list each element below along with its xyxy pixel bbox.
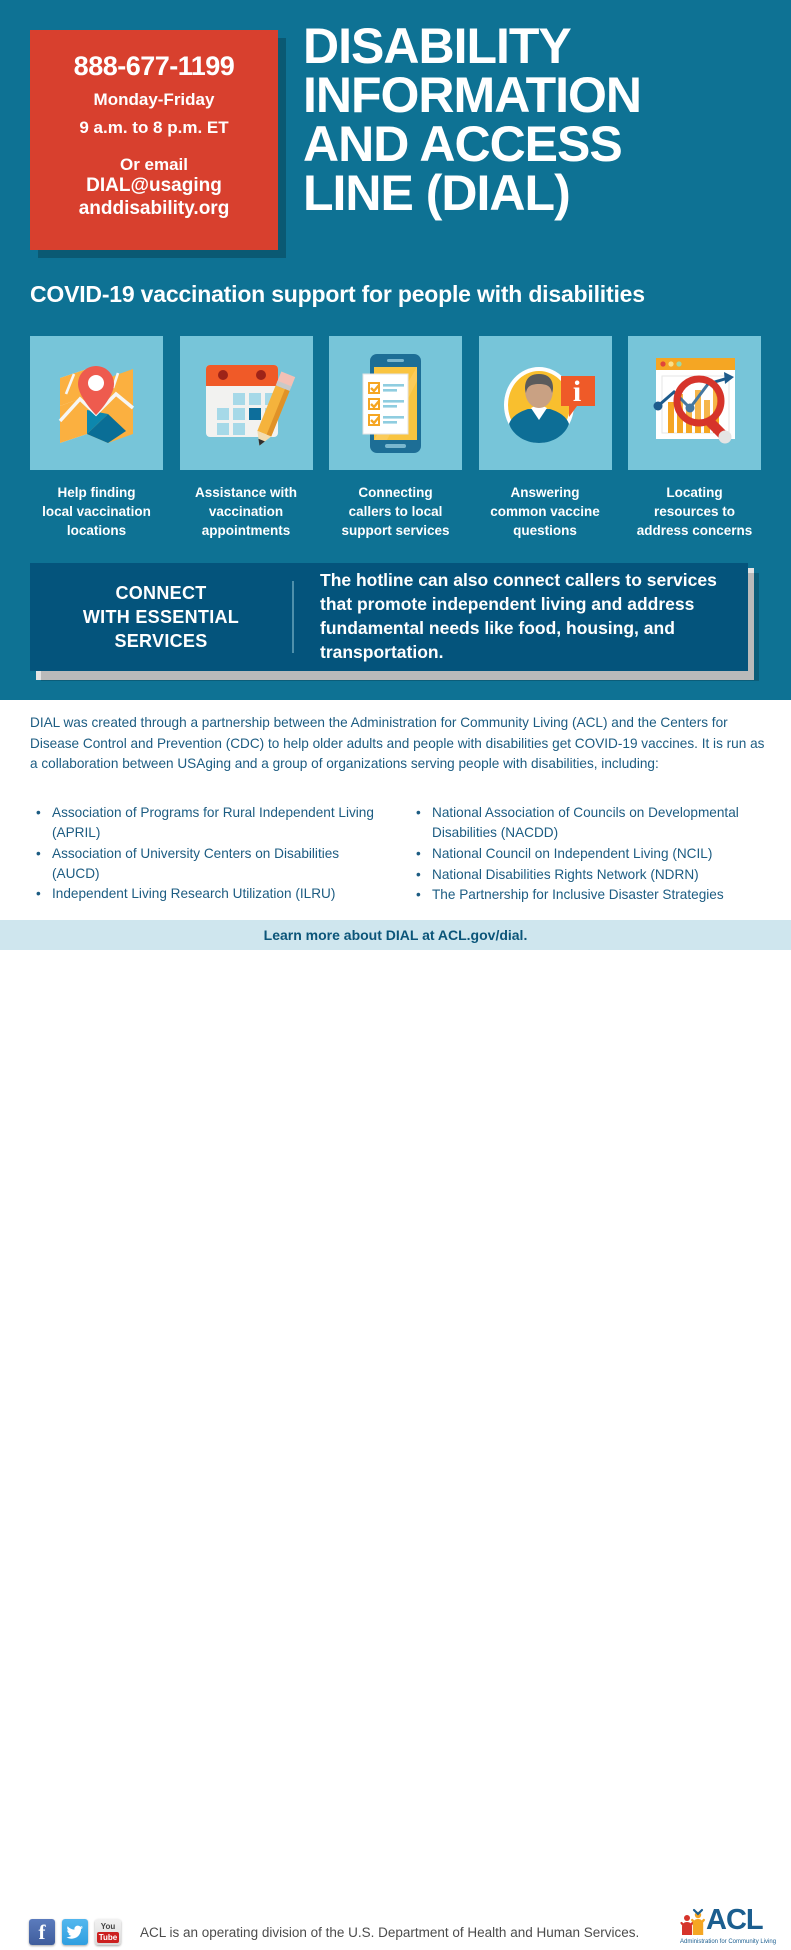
service-caption bbox=[329, 483, 462, 540]
header bbox=[0, 0, 791, 265]
calendar-pencil-icon bbox=[180, 336, 313, 470]
caption-line: support services bbox=[341, 523, 450, 539]
learn-more-band[interactable] bbox=[0, 920, 791, 950]
email-line-1[interactable]: DIAL@usaging bbox=[86, 175, 222, 197]
connect-band-heading bbox=[30, 581, 292, 654]
acl-tagline: Administration for Community Living bbox=[680, 1939, 777, 1945]
list-item bbox=[30, 803, 390, 843]
intro-paragraph: DIAL was created through a partnership between the Administration for Community Living (ACL) and the Centers for Disease Control and Prevention (CDC) to help older adults and people with disabilities get COVID-19 vaccines. It is run as a collaboration between USAging and a group of organizations serving people with disabilities, including: bbox=[30, 715, 765, 772]
service-item-person bbox=[479, 336, 612, 541]
caption-line: address concerns bbox=[636, 523, 753, 539]
social-links bbox=[29, 1919, 121, 1945]
partner-name: National Association of Councils on Developmental Disabilities (NACDD) bbox=[432, 805, 739, 840]
learn-more-text[interactable]: Learn more about DIAL at ACL.gov/dial. bbox=[263, 927, 528, 943]
partners-column-left bbox=[30, 803, 390, 906]
youtube-you-label: You bbox=[100, 1921, 116, 1931]
bullet-marker: • bbox=[36, 845, 41, 861]
service-caption bbox=[30, 483, 163, 540]
caption-line: common vaccine bbox=[490, 504, 600, 520]
service-icon-tile bbox=[479, 336, 612, 470]
subtitle: COVID-19 vaccination support for people with disabilities bbox=[30, 281, 645, 307]
caption-line: local vaccination bbox=[42, 504, 151, 520]
caption-line: Assistance with bbox=[194, 485, 298, 500]
partner-name: National Council on Independent Living (NCIL) bbox=[432, 845, 713, 861]
phone-checklist-icon bbox=[329, 336, 462, 470]
twitter-icon[interactable] bbox=[62, 1919, 88, 1945]
phone-days: Monday-Friday bbox=[93, 89, 215, 109]
person-info-icon bbox=[479, 336, 612, 470]
service-icon-tile bbox=[180, 336, 313, 470]
service-icon-tile bbox=[329, 336, 462, 470]
partner-name: National Disabilities Rights Network (NDRN) bbox=[432, 866, 699, 882]
twitter-bird-glyph bbox=[62, 1919, 88, 1945]
agency-statement: ACL is an operating division of the U.S. Department of Health and Human Services. bbox=[140, 1925, 640, 1940]
heading-line: CONNECT bbox=[115, 582, 207, 603]
list-item bbox=[30, 884, 390, 904]
caption-line: questions bbox=[513, 523, 577, 539]
caption-line: Connecting bbox=[358, 485, 433, 500]
list-item bbox=[410, 844, 770, 864]
service-item-map bbox=[30, 336, 163, 541]
page-title bbox=[303, 18, 773, 221]
acl-wordmark: ACL bbox=[706, 1904, 763, 1936]
chart-magnifier-icon bbox=[628, 336, 761, 470]
bullet-marker: • bbox=[416, 866, 421, 882]
caption-line: callers to local bbox=[348, 504, 443, 520]
acl-logo bbox=[680, 1906, 778, 1948]
email-line-2[interactable]: anddisability.org bbox=[78, 198, 230, 220]
bullet-marker: • bbox=[416, 887, 421, 903]
caption-line: locations bbox=[66, 523, 127, 539]
list-item bbox=[30, 844, 390, 884]
svg-text:i: i bbox=[572, 375, 581, 408]
partner-name: Independent Living Research Utilization (ILRU) bbox=[52, 886, 336, 902]
phone-hours: 9 a.m. to 8 p.m. ET bbox=[79, 117, 229, 137]
caption-line: Answering bbox=[510, 485, 580, 500]
connect-with-essential-services-band bbox=[30, 563, 748, 671]
list-item bbox=[410, 885, 770, 905]
facebook-icon[interactable] bbox=[29, 1919, 55, 1945]
title-line-4: LINE (DIAL) bbox=[303, 165, 570, 221]
service-item-phone bbox=[329, 336, 462, 541]
partner-name: The Partnership for Inclusive Disaster Strategies bbox=[432, 887, 724, 903]
phone-number[interactable]: 888-677-1199 bbox=[73, 51, 235, 81]
bullet-marker: • bbox=[36, 886, 41, 902]
service-caption bbox=[479, 483, 612, 540]
service-icon-tile bbox=[628, 336, 761, 470]
bullet-marker: • bbox=[416, 805, 421, 820]
partners-columns bbox=[30, 803, 770, 906]
youtube-tube-label: Tube bbox=[98, 1933, 118, 1942]
acl-logo-mark bbox=[680, 1907, 706, 1939]
service-icon-tile bbox=[30, 336, 163, 470]
caption-line: Locating bbox=[666, 485, 723, 500]
caption-line: resources to bbox=[653, 504, 736, 520]
partner-name: Association of Programs for Rural Independent Living (APRIL) bbox=[52, 805, 374, 840]
service-item-calendar bbox=[180, 336, 313, 541]
heading-line: SERVICES bbox=[114, 631, 208, 652]
title-line-2: INFORMATION bbox=[303, 67, 642, 123]
map-pin-icon bbox=[30, 336, 163, 470]
caption-line: vaccination bbox=[208, 504, 284, 520]
heading-line: WITH ESSENTIAL bbox=[82, 606, 240, 627]
caption-line: Help finding bbox=[57, 485, 136, 500]
phone-contact-box bbox=[30, 30, 278, 250]
service-item-chart bbox=[628, 336, 761, 541]
list-item bbox=[410, 865, 770, 885]
caption-line: appointments bbox=[201, 523, 291, 539]
services-row bbox=[30, 336, 761, 541]
youtube-icon[interactable] bbox=[95, 1919, 121, 1945]
service-caption bbox=[180, 483, 313, 540]
facebook-glyph: f bbox=[38, 1919, 46, 1944]
title-line-1: DISABILITY bbox=[303, 18, 571, 74]
service-caption bbox=[628, 483, 761, 540]
title-line-3: AND ACCESS bbox=[303, 116, 622, 172]
connect-band-text: The hotline can also connect callers to services that promote independent living and address fundamental needs like food, housing, and transportation. bbox=[320, 570, 717, 662]
or-email-label: Or email bbox=[119, 155, 189, 175]
partners-column-right bbox=[410, 803, 770, 906]
footer bbox=[0, 950, 791, 1945]
partner-name: Association of University Centers on Disabilities (AUCD) bbox=[52, 845, 340, 881]
bullet-marker: • bbox=[416, 845, 421, 861]
list-item bbox=[410, 803, 770, 843]
bullet-marker: • bbox=[36, 805, 41, 820]
